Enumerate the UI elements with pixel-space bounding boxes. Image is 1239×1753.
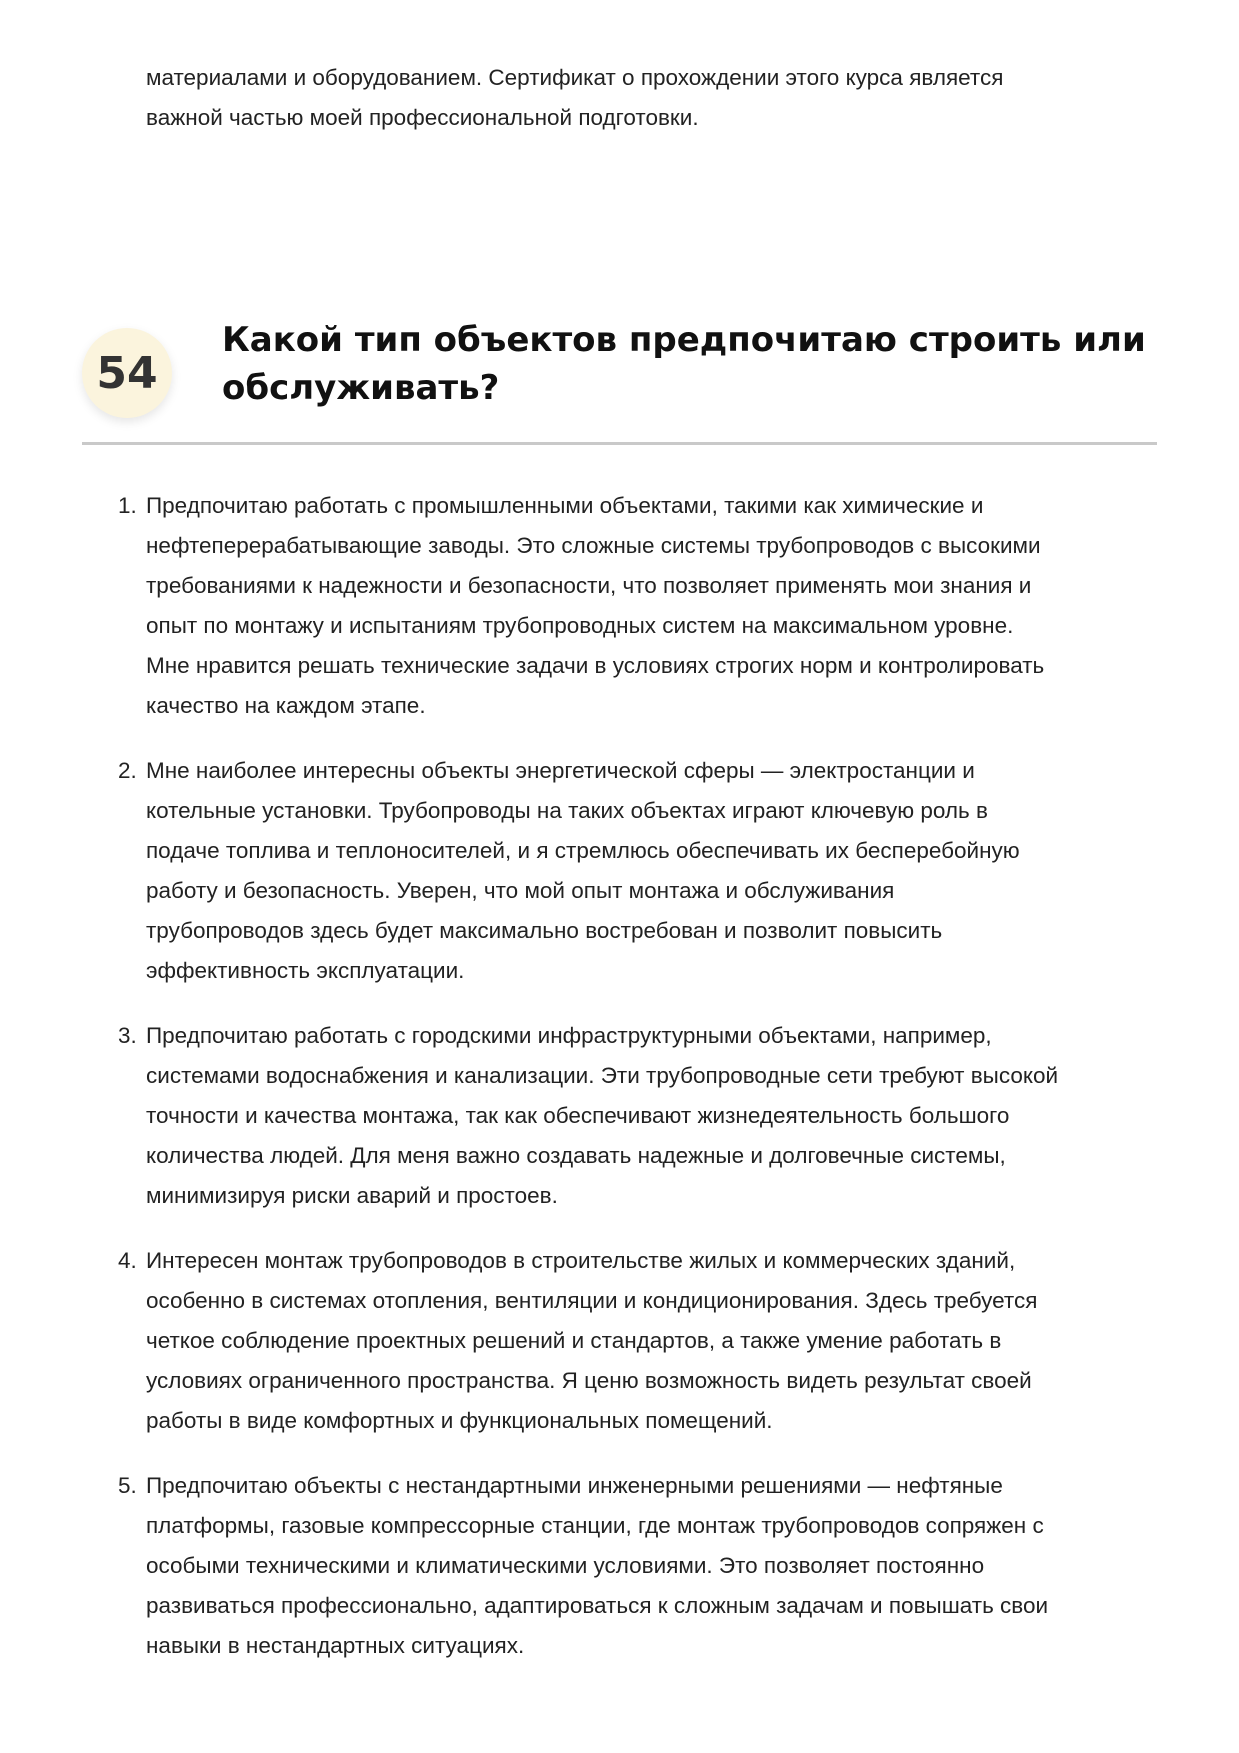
answer-line: эффективность эксплуатации. — [146, 958, 465, 983]
answer-line: особенно в системах отопления, вентиляции и кондиционирования. Здесь требуется — [146, 1288, 1038, 1313]
answer-line: трубопроводов здесь будет максимально востребован и позволит повысить — [146, 918, 943, 943]
answer-line: нефтеперерабатывающие заводы. Это сложные системы трубопроводов с высокими — [146, 533, 1041, 558]
answer-item-5 — [104, 1466, 1164, 1666]
intro-line: важной частью моей профессиональной подготовки. — [146, 105, 699, 130]
answer-line: особыми техническими и климатическими условиями. Это позволяет постоянно — [146, 1553, 985, 1578]
answer-item-2 — [104, 751, 1164, 991]
question-title-line: обслуживать? — [222, 368, 500, 408]
question-number-badge: 54 — [82, 328, 172, 418]
answer-line: Интересен монтаж трубопроводов в строительстве жилых и коммерческих зданий, — [146, 1248, 1016, 1273]
answer-line: требованиями к надежности и безопасности, что позволяет применять мои знания и — [146, 573, 1032, 598]
answer-list — [104, 486, 1164, 1691]
answer-line: количества людей. Для меня важно создавать надежные и долговечные системы, — [146, 1143, 1006, 1168]
answer-line: опыт по монтажу и испытаниям трубопроводных систем на максимальном уровне. — [146, 613, 1014, 638]
answer-line: качество на каждом этапе. — [146, 693, 426, 718]
answer-line: работы в виде комфортных и функциональных помещений. — [146, 1408, 773, 1433]
answer-line: работу и безопасность. Уверен, что мой опыт монтажа и обслуживания — [146, 878, 895, 903]
divider — [82, 442, 1157, 445]
answer-number: 1. — [118, 493, 137, 518]
answer-line: подаче топлива и теплоносителей, и я стремлюсь обеспечивать их бесперебойную — [146, 838, 1020, 863]
answer-line: навыки в нестандартных ситуациях. — [146, 1633, 525, 1658]
answer-line: Предпочитаю работать с промышленными объектами, такими как химические и — [146, 493, 984, 518]
answer-line: Мне нравится решать технические задачи в условиях строгих норм и контролировать — [146, 653, 1045, 678]
answer-line: Предпочитаю объекты с нестандартными инженерными решениями — нефтяные — [146, 1473, 1003, 1498]
question-title-line: Какой тип объектов предпочитаю строить или — [222, 320, 1146, 360]
answer-item-1 — [104, 486, 1164, 726]
answer-line: условиях ограниченного пространства. Я ценю возможность видеть результат своей — [146, 1368, 1032, 1393]
answer-line: четкое соблюдение проектных решений и стандартов, а также умение работать в — [146, 1328, 1002, 1353]
answer-line: системами водоснабжения и канализации. Эти трубопроводные сети требуют высокой — [146, 1063, 1059, 1088]
answer-number: 2. — [118, 758, 137, 783]
answer-line: котельные установки. Трубопроводы на таких объектах играют ключевую роль в — [146, 798, 988, 823]
intro-paragraph — [146, 58, 1146, 138]
answer-line: минимизируя риски аварий и простоев. — [146, 1183, 558, 1208]
answer-number: 4. — [118, 1248, 137, 1273]
intro-line: материалами и оборудованием. Сертификат о прохождении этого курса является — [146, 65, 1004, 90]
answer-line: развиваться профессионально, адаптироваться к сложным задачам и повышать свои — [146, 1593, 1049, 1618]
answer-line: Предпочитаю работать с городскими инфраструктурными объектами, например, — [146, 1023, 992, 1048]
answer-number: 5. — [118, 1473, 137, 1498]
answer-item-3 — [104, 1016, 1164, 1216]
answer-item-4 — [104, 1241, 1164, 1441]
answer-line: Мне наиболее интересны объекты энергетической сферы — электростанции и — [146, 758, 975, 783]
answer-number: 3. — [118, 1023, 137, 1048]
question-header — [82, 316, 1157, 446]
question-title — [222, 316, 1152, 412]
answer-line: платформы, газовые компрессорные станции, где монтаж трубопроводов сопряжен с — [146, 1513, 1044, 1538]
answer-line: точности и качества монтажа, так как обеспечивают жизнедеятельность большого — [146, 1103, 1010, 1128]
